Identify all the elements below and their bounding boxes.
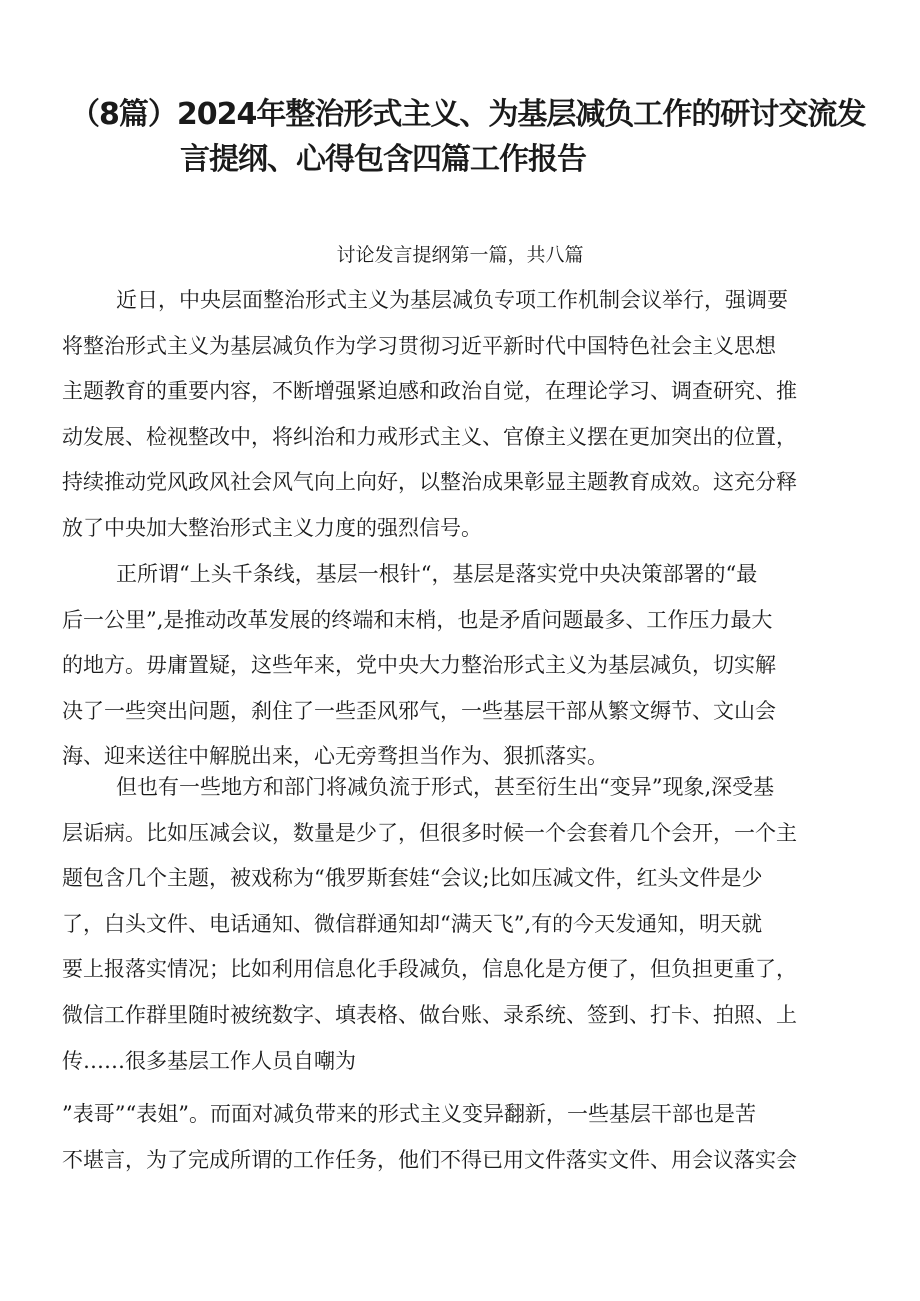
text-line: 近日，中央层面整治形式主义为基层减负专项工作机制会议举行，强调要 — [116, 288, 788, 312]
paragraph-1 — [62, 278, 868, 552]
text-line: 动发展、检视整改中，将纠治和力戒形式主义、官僚主义摆在更加突出的位置， — [62, 424, 797, 449]
text-line: 决了一些突出问题，刹住了一些歪风邪气，一些基层干部从繁文缛节、文山会 — [62, 698, 776, 723]
text-line: 微信工作群里随时被统数字、填表格、做台账、录系统、签到、打卡、拍照、上 — [62, 1002, 797, 1027]
text-line: 传……很多基层工作人员自嘲为 — [62, 1048, 356, 1073]
text-line: 主题教育的重要内容，不断增强紧迫感和政治自觉，在理论学习、调查研究、推 — [62, 379, 797, 404]
text-line: 持续推动党风政风社会风气向上向好，以整治成果彰显主题教育成效。这充分释 — [62, 470, 797, 495]
paragraph-2 — [62, 552, 868, 780]
text-line: 层诟病。比如压减会议，数量是少了，但很多时候一个会套着几个会开，一个主 — [62, 820, 797, 845]
section-subtitle: 讨论发言提纲第一篇，共八篇 — [336, 244, 584, 266]
text-line: 要上报落实情况；比如利用信息化手段减负，信息化是方便了，但负担更重了， — [62, 957, 797, 982]
text-line: 不堪言，为了完成所谓的工作任务，他们不得已用文件落实文件、用会议落实会 — [62, 1147, 797, 1172]
paragraph-3 — [62, 765, 868, 1084]
text-line: 放了中央加大整治形式主义力度的强烈信号。 — [62, 515, 482, 540]
text-line: 海、迎来送往中解脱出来，心无旁骛担当作为、狠抓落实。 — [62, 744, 608, 769]
title-line-2: 言提纲、心得包含四篇工作报告 — [180, 142, 586, 177]
text-line: ”表哥”“表姐”。而面对减负带来的形式主义变异翻新，一些基层干部也是苦 — [62, 1102, 756, 1126]
text-line: 但也有一些地方和部门将减负流于形式，甚至衍生出“变异”现象,深受基 — [116, 775, 775, 799]
title-line-1: （8篇）2024年整治形式主义、为基层减负工作的研讨交流发 — [70, 97, 866, 132]
text-line: 将整治形式主义为基层减负作为学习贯彻习近平新时代中国特色社会主义思想 — [62, 333, 776, 358]
text-line: 的地方。毋庸置疑，这些年来，党中央大力整治形式主义为基层减负，切实解 — [62, 653, 776, 678]
text-line: 题包含几个主题，被戏称为“俄罗斯套娃“会议;比如压减文件，红头文件是少 — [62, 866, 763, 891]
paragraph-4 — [62, 1092, 868, 1183]
text-line: 正所谓“上头千条线，基层一根针“，基层是落实党中央决策部署的“最 — [116, 562, 758, 586]
text-line: 后一公里”,是推动改革发展的终端和末梢，也是矛盾问题最多、工作压力最大 — [62, 607, 773, 632]
text-line: 了，白头文件、电话通知、微信群通知却“满天飞”,有的今天发通知，明天就 — [62, 911, 763, 936]
